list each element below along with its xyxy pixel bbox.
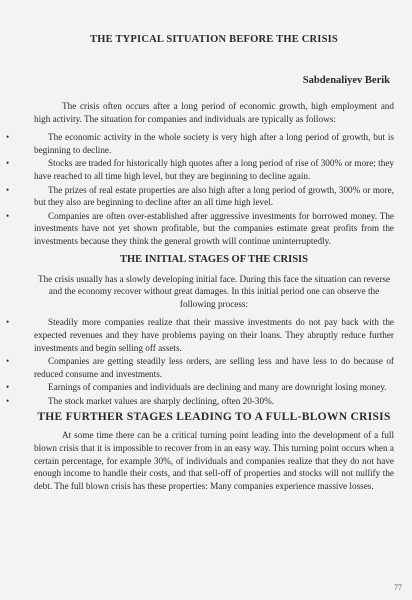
list-item: • Stocks are traded for historically high quotes after a long period of rise of 300% or more; they have reached to all time high level, but they are beginning to decline again. bbox=[6, 158, 394, 181]
document-title: THE TYPICAL SITUATION BEFORE THE CRISIS bbox=[90, 34, 338, 45]
section-heading-further-stages: THE FURTHER STAGES LEADING TO A FULL-BLOWN CRISIS bbox=[37, 411, 391, 424]
bullet-icon: • bbox=[6, 158, 10, 169]
bullet-icon: • bbox=[6, 382, 10, 393]
author-name: Sabdenaliyev Berik bbox=[302, 75, 390, 86]
bullet-icon: • bbox=[6, 356, 10, 367]
list-item: • Companies are getting steadily less orders, are selling less and have less to do because of reduced consume and investments. bbox=[6, 356, 394, 379]
bullet-list-initial-stages bbox=[6, 316, 394, 407]
bullet-icon: • bbox=[6, 395, 10, 406]
bullet-icon: • bbox=[6, 184, 10, 195]
further-stages-paragraph: At some time there can be a critical turning point leading into the development of a full blown crisis that it is impossible to recover from in an easy way. This turning point occurs when a certain percentage, for example 30%, of individuals and companies realize that they do not have enough income to handle their costs, and that sell-off of properties and stocks will not nullify the debt. The full blown crisis has these properties: Many companies experience massive losses. bbox=[34, 430, 394, 491]
initial-stages-paragraph: The crisis usually has a slowly developing initial face. During this face the situation can reverse and the economy recover without great damages. In this initial period one can observe the following process: bbox=[37, 273, 391, 309]
bullet-icon: • bbox=[6, 132, 10, 143]
intro-paragraph: The crisis often occurs after a long period of economic growth, high employment and high activity. The situation for companies and individuals are typically as follows: bbox=[34, 101, 394, 124]
page-number: 77 bbox=[394, 583, 402, 592]
list-item: • The economic activity in the whole society is very high after a long period of growth, but is beginning to decline. bbox=[6, 132, 394, 155]
bullet-icon: • bbox=[6, 317, 10, 328]
list-item: • Steadily more companies realize that their massive investments do not pay back with the expected revenues and they have problems paying on their loans. They abruptly reduce further investments and begin selling off assets. bbox=[6, 317, 394, 353]
list-item: • Earnings of companies and individuals are declining and many are downright losing money. bbox=[6, 382, 387, 393]
list-item: • The stock market values are sharply declining, often 20-30%. bbox=[6, 395, 275, 406]
bullet-list-before-crisis bbox=[6, 131, 394, 247]
bullet-icon: • bbox=[6, 210, 10, 221]
section-heading-initial-stages: THE INITIAL STAGES OF THE CRISIS bbox=[119, 253, 308, 265]
list-item: • Companies are often over-established after aggressive investments for borrowed money. The investments have not yet shown profitable, but the companies estimate great profits from the investments because they think the general growth will continue uninterruptedly. bbox=[6, 210, 394, 246]
list-item: • The prizes of real estate properties are also high after a long period of growth, 300% or more, but they also are beginning to decline after an all time high level. bbox=[6, 184, 394, 208]
